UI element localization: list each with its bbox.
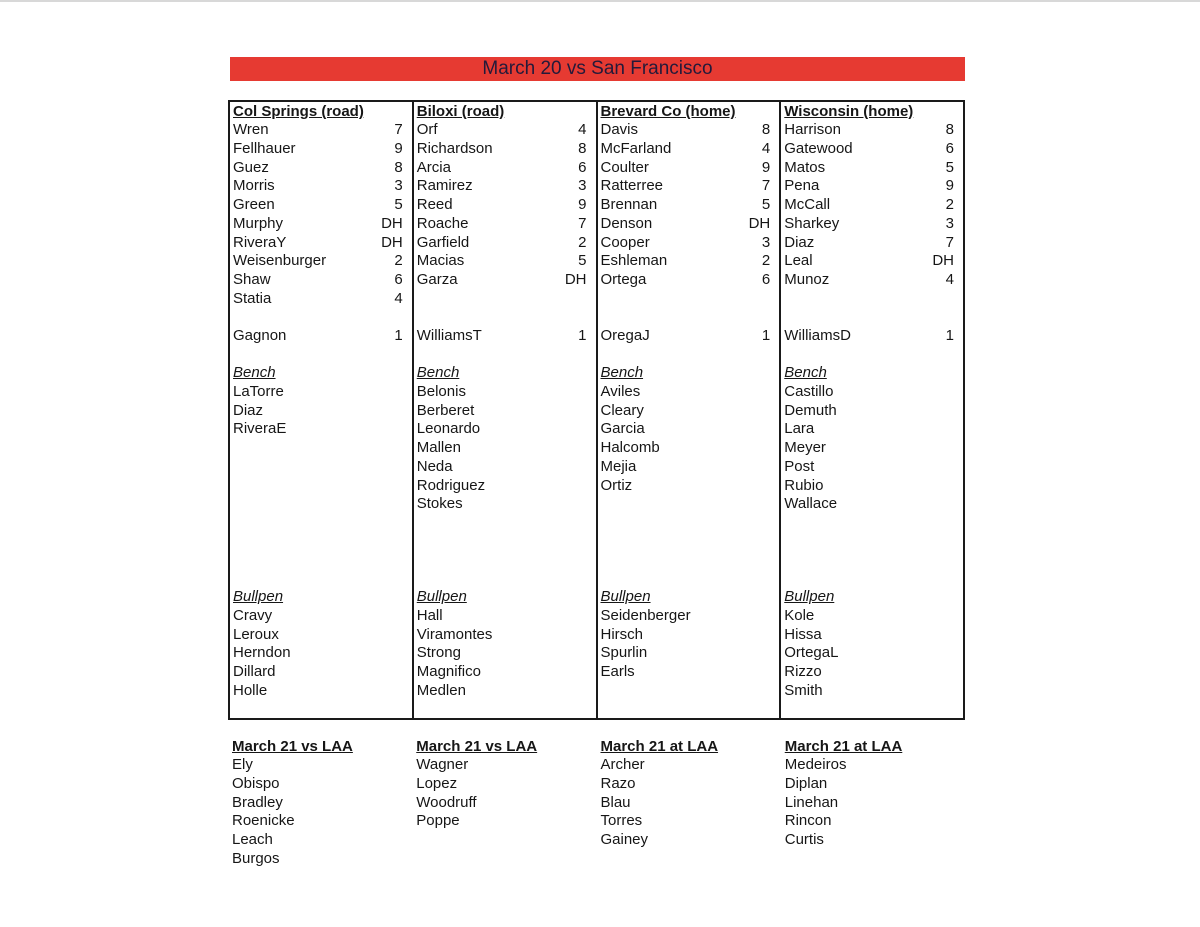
player-position: 7 — [945, 233, 954, 251]
player-name: Matos — [784, 158, 826, 176]
player-position: 4 — [761, 139, 771, 157]
player-position: 9 — [394, 139, 403, 157]
player-name: Orf — [416, 121, 438, 138]
march-21-player: Burgos — [232, 849, 280, 867]
march-21-group — [597, 737, 781, 869]
bench-label: Bench — [233, 364, 276, 381]
team-header: Col Springs (road) — [233, 103, 364, 120]
bench-player: Castillo — [784, 382, 834, 400]
player-position: 3 — [945, 214, 954, 232]
bench-label: Bench — [784, 364, 827, 381]
starting-pitcher-row — [601, 327, 780, 346]
team-header: Biloxi (road) — [416, 103, 505, 120]
march-21-player: Curtis — [784, 831, 824, 848]
player-position: 5 — [394, 196, 403, 213]
pitcher-position: 1 — [945, 327, 954, 345]
lineup-row — [233, 252, 412, 271]
bullpen-label: Bullpen — [233, 588, 284, 605]
march-21-header: March 21 vs LAA — [416, 738, 538, 755]
bench-player: LaTorre — [233, 382, 284, 400]
player-name: Harrison — [784, 121, 841, 138]
march-21-group — [412, 737, 596, 869]
pitcher-position: 1 — [394, 327, 403, 345]
march-21-player: Medeiros — [784, 756, 847, 773]
bullpen-pitcher: Hall — [416, 606, 443, 624]
lineup-row — [233, 234, 412, 253]
player-position: 2 — [394, 252, 403, 270]
march-21-group — [228, 737, 412, 869]
player-name: RiveraY — [233, 233, 287, 251]
pitcher-name: WilliamsD — [784, 327, 851, 345]
player-position: 6 — [761, 271, 771, 288]
march-21-group — [781, 737, 965, 869]
bullpen-pitcher: OrtegaL — [784, 644, 839, 662]
player-name: Cooper — [600, 233, 650, 251]
bullpen-pitcher: Hissa — [784, 625, 822, 643]
lineup-list — [233, 121, 412, 346]
page-title-banner — [230, 57, 965, 81]
team-column — [598, 102, 782, 718]
march-21-section — [228, 737, 965, 869]
player-position: 8 — [578, 139, 587, 157]
bullpen-pitcher: Dillard — [233, 663, 276, 680]
player-name: Diaz — [784, 233, 815, 251]
lineup-row — [417, 159, 596, 178]
bullpen-list — [784, 588, 838, 701]
pitcher-position: 1 — [578, 327, 587, 345]
bullpen-list — [417, 588, 493, 701]
bench-player: Ortiz — [600, 476, 633, 494]
roster-grid — [228, 100, 965, 720]
bench-list — [784, 364, 837, 514]
player-position: 6 — [945, 139, 954, 157]
lineup-list — [601, 121, 780, 346]
bullpen-list — [601, 588, 691, 682]
player-position: 4 — [945, 271, 954, 288]
lineup-row — [233, 177, 412, 196]
player-position: DH — [381, 214, 403, 232]
march-21-header: March 21 vs LAA — [232, 738, 353, 755]
march-21-player: Bradley — [232, 793, 283, 811]
player-name: Weisenburger — [233, 252, 327, 270]
bullpen-list — [233, 588, 291, 701]
lineup-row — [417, 140, 596, 159]
player-position: 3 — [394, 177, 403, 195]
march-21-player: Leach — [232, 831, 273, 848]
bench-player: Aviles — [600, 382, 641, 400]
player-name: Davis — [600, 121, 639, 138]
team-header: Brevard Co (home) — [600, 103, 736, 120]
bullpen-pitcher: Medlen — [416, 681, 466, 699]
player-name: Morris — [233, 177, 275, 195]
player-name: Ramirez — [416, 177, 473, 195]
lineup-row — [233, 215, 412, 234]
team-header: Wisconsin (home) — [784, 103, 914, 120]
pitcher-name: Gagnon — [233, 327, 287, 345]
lineup-row — [233, 290, 412, 309]
player-position: 6 — [578, 158, 587, 176]
lineup-row — [233, 271, 412, 290]
lineup-row — [417, 177, 596, 196]
pitcher-name: OregaJ — [600, 327, 650, 345]
bench-player: Stokes — [416, 495, 463, 513]
march-21-player: Obispo — [232, 774, 280, 792]
lineup-row — [601, 215, 780, 234]
player-position: 2 — [945, 196, 954, 213]
bench-player: RiveraE — [233, 420, 287, 438]
player-name: Leal — [784, 252, 813, 270]
team-column — [781, 102, 963, 718]
player-position: 9 — [761, 158, 771, 176]
bench-player: Garcia — [600, 420, 645, 438]
bullpen-pitcher: Kole — [784, 606, 815, 624]
bench-list — [601, 364, 660, 495]
bench-player: Rodriguez — [416, 476, 486, 494]
player-name: Munoz — [784, 271, 830, 288]
bench-list — [233, 364, 286, 439]
player-name: Pena — [784, 177, 820, 195]
bullpen-pitcher: Magnifico — [416, 663, 481, 680]
player-position: 6 — [394, 271, 403, 288]
march-21-player: Blau — [600, 793, 631, 811]
page-top-edge — [0, 0, 1200, 2]
bench-player: Cleary — [600, 401, 644, 419]
starting-pitcher-row — [417, 327, 596, 346]
player-position: 5 — [761, 196, 771, 213]
lineup-row — [601, 159, 780, 178]
player-name: Roache — [416, 214, 469, 232]
lineup-row — [233, 121, 412, 140]
pitcher-name: WilliamsT — [416, 327, 482, 345]
lineup-row — [784, 215, 963, 234]
team-column — [230, 102, 414, 718]
lineup-row — [601, 252, 780, 271]
pitcher-position: 1 — [761, 327, 771, 345]
bullpen-pitcher: Spurlin — [600, 644, 648, 662]
player-position: 5 — [945, 158, 954, 176]
march-21-player: Torres — [600, 812, 643, 830]
bench-player: Lara — [784, 420, 815, 438]
bullpen-pitcher: Seidenberger — [600, 606, 691, 624]
bullpen-pitcher: Leroux — [233, 625, 279, 643]
lineup-row — [417, 196, 596, 215]
bullpen-pitcher: Earls — [600, 663, 635, 680]
bench-player: Diaz — [233, 401, 264, 419]
lineup-row — [784, 196, 963, 215]
march-21-header: March 21 at LAA — [784, 738, 903, 755]
player-name: Ratterree — [600, 177, 664, 195]
march-21-player: Woodruff — [416, 793, 477, 811]
march-21-player: Archer — [600, 756, 645, 773]
lineup-row — [601, 234, 780, 253]
bench-player: Rubio — [784, 476, 824, 494]
player-position: 7 — [761, 177, 771, 195]
lineup-row — [784, 234, 963, 253]
march-21-player: Roenicke — [232, 812, 295, 830]
player-position: 8 — [945, 121, 954, 138]
player-position: DH — [564, 271, 587, 288]
march-21-player: Linehan — [784, 793, 839, 811]
player-position: 4 — [578, 121, 587, 138]
player-position: DH — [748, 214, 771, 232]
player-name: Shaw — [233, 271, 271, 288]
bullpen-pitcher: Hirsch — [600, 625, 644, 643]
player-position: 7 — [578, 214, 587, 232]
bench-label: Bench — [416, 364, 460, 381]
lineup-row — [601, 177, 780, 196]
march-21-player: Rincon — [784, 812, 832, 830]
bullpen-label: Bullpen — [416, 588, 467, 605]
player-name: Green — [233, 196, 275, 213]
march-21-player: Razo — [600, 774, 636, 792]
lineup-row — [601, 196, 780, 215]
bench-player: Berberet — [416, 401, 475, 419]
bench-player: Wallace — [784, 495, 838, 513]
bench-player: Post — [784, 457, 815, 475]
player-name: McFarland — [600, 139, 672, 157]
player-name: Denson — [600, 214, 653, 232]
page-title: March 20 vs San Francisco — [482, 58, 713, 79]
march-21-player: Ely — [232, 756, 253, 773]
bullpen-pitcher: Strong — [416, 644, 461, 662]
lineup-row — [784, 159, 963, 178]
bullpen-label: Bullpen — [600, 588, 651, 605]
player-position: 8 — [394, 158, 403, 176]
player-name: Reed — [416, 196, 453, 213]
march-21-player: Diplan — [784, 774, 828, 792]
lineup-row — [784, 271, 963, 290]
bench-label: Bench — [600, 364, 644, 381]
team-column — [414, 102, 598, 718]
lineup-row — [417, 271, 596, 290]
player-name: Richardson — [416, 139, 493, 157]
bench-player: Meyer — [784, 439, 826, 456]
player-name: Garfield — [416, 233, 470, 251]
player-name: Gatewood — [784, 139, 853, 157]
starting-pitcher-row — [233, 327, 412, 346]
player-position: 2 — [761, 252, 771, 270]
player-position: DH — [932, 252, 954, 270]
player-position: 3 — [578, 177, 587, 195]
player-position: DH — [381, 233, 403, 251]
player-name: Garza — [416, 271, 458, 288]
lineup-row — [233, 196, 412, 215]
march-21-header: March 21 at LAA — [600, 738, 719, 755]
player-name: Wren — [233, 121, 269, 138]
bullpen-pitcher: Cravy — [233, 606, 273, 624]
march-21-player: Lopez — [416, 774, 458, 792]
player-name: Ortega — [600, 271, 647, 288]
player-name: Fellhauer — [233, 139, 296, 157]
player-position: 3 — [761, 233, 771, 251]
lineup-row — [601, 121, 780, 140]
player-name: McCall — [784, 196, 831, 213]
player-name: Statia — [233, 289, 272, 307]
lineup-row — [784, 121, 963, 140]
lineup-list — [784, 121, 963, 346]
lineup-row — [417, 234, 596, 253]
player-position: 4 — [394, 289, 403, 307]
lineup-row — [233, 159, 412, 178]
lineup-row — [417, 252, 596, 271]
bench-player: Mejia — [600, 457, 637, 475]
player-name: Brennan — [600, 196, 658, 213]
bench-player: Mallen — [416, 439, 461, 456]
player-name: Coulter — [600, 158, 649, 176]
player-name: Sharkey — [784, 214, 840, 232]
bench-player: Halcomb — [600, 439, 660, 456]
player-name: Guez — [233, 158, 269, 176]
player-position: 8 — [761, 121, 771, 138]
march-21-player: Poppe — [416, 812, 460, 830]
bench-player: Leonardo — [416, 420, 481, 438]
bench-player: Demuth — [784, 401, 837, 419]
bullpen-pitcher: Herndon — [233, 644, 291, 662]
player-position: 5 — [578, 252, 587, 270]
player-position: 9 — [945, 177, 954, 195]
bench-player: Belonis — [416, 382, 466, 400]
lineup-row — [784, 140, 963, 159]
lineup-row — [784, 177, 963, 196]
lineup-row — [417, 121, 596, 140]
bench-list — [417, 364, 485, 514]
bullpen-pitcher: Rizzo — [784, 663, 822, 680]
lineup-row — [417, 215, 596, 234]
lineup-row — [233, 140, 412, 159]
bench-player: Neda — [416, 457, 453, 475]
bullpen-pitcher: Smith — [784, 681, 823, 699]
march-21-player: Gainey — [600, 831, 649, 848]
player-name: Macias — [416, 252, 465, 270]
player-position: 7 — [394, 121, 403, 138]
player-name: Murphy — [233, 214, 284, 232]
bullpen-pitcher: Viramontes — [416, 625, 493, 643]
player-position: 9 — [578, 196, 587, 213]
player-name: Arcia — [416, 158, 451, 176]
bullpen-label: Bullpen — [784, 588, 835, 605]
lineup-row — [784, 252, 963, 271]
player-position: 2 — [578, 233, 587, 251]
player-name: Eshleman — [600, 252, 668, 270]
lineup-row — [601, 271, 780, 290]
bullpen-pitcher: Holle — [233, 681, 268, 699]
lineup-list — [417, 121, 596, 346]
lineup-row — [601, 140, 780, 159]
starting-pitcher-row — [784, 327, 963, 346]
march-21-player: Wagner — [416, 756, 469, 773]
